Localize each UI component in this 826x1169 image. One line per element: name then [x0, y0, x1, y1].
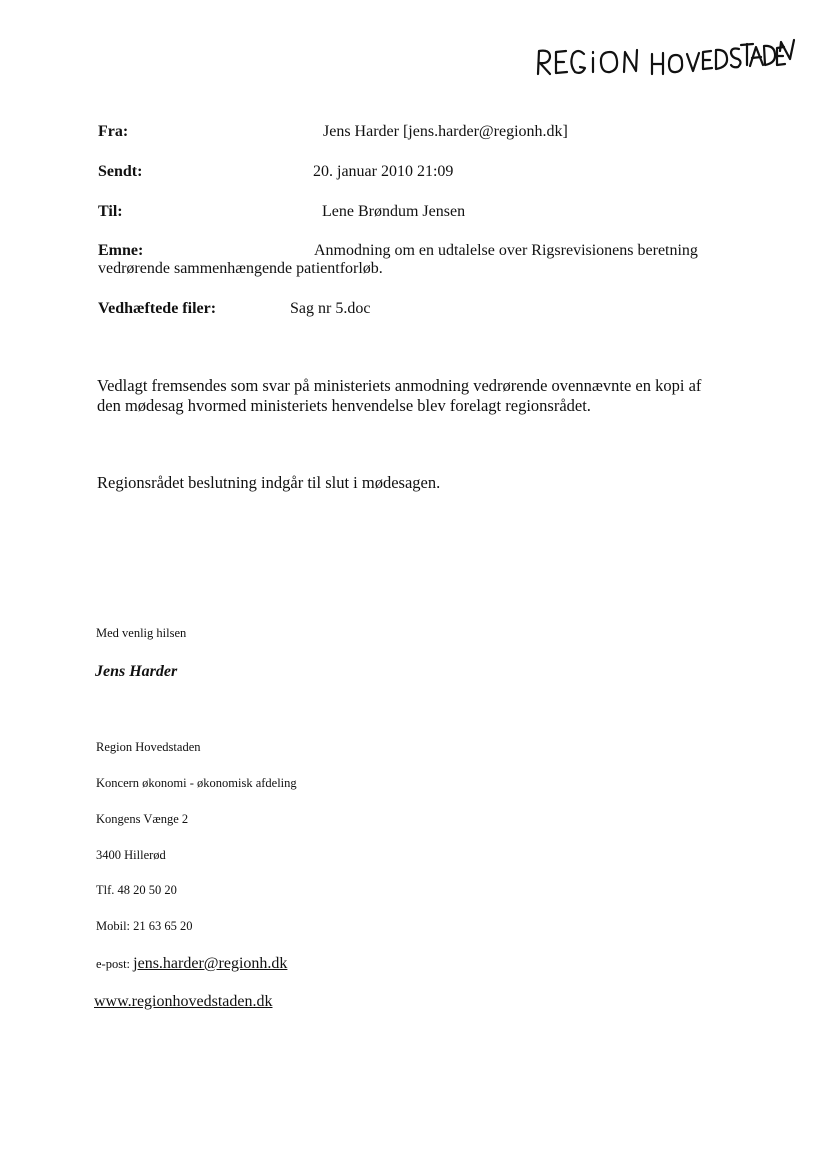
signature-street: Kongens Vænge 2: [96, 812, 189, 826]
to-label: Til:: [98, 203, 123, 220]
sent-value: 20. januar 2010 21:09: [313, 163, 454, 180]
handwritten-region-stamp: [534, 37, 796, 79]
body-paragraph-1-line-2: den mødesag hvormed ministeriets henvendelse blev forelagt regionsrådet.: [97, 396, 591, 415]
sent-label: Sendt:: [98, 163, 143, 180]
signature-mobile: Mobil: 21 63 65 20: [96, 919, 193, 933]
signature-phone: Tlf. 48 20 50 20: [96, 883, 177, 897]
subject-label: Emne:: [98, 242, 144, 259]
body-paragraph-1: [97, 376, 701, 416]
body-paragraph-1-line-1: Vedlagt fremsendes som svar på ministeriets anmodning vedrørende ovennævnte en kopi af: [97, 376, 702, 395]
from-label: Fra:: [98, 123, 129, 140]
email-prefix: e-post:: [96, 957, 131, 971]
signature-city: 3400 Hillerød: [96, 848, 166, 862]
signature-name: Jens Harder: [95, 663, 178, 680]
from-value: Jens Harder [jens.harder@regionh.dk]: [323, 123, 568, 140]
body-paragraph-2: Regionsrådet beslutning indgår til slut i mødesagen.: [97, 473, 441, 492]
to-value: Lene Brøndum Jensen: [322, 203, 466, 220]
attachments-label: Vedhæftede filer:: [98, 300, 217, 317]
email-link[interactable]: jens.harder@regionh.dk: [133, 955, 288, 972]
website-link[interactable]: www.regionhovedstaden.dk: [94, 993, 273, 1010]
signature-department: Koncern økonomi - økonomisk afdeling: [96, 776, 297, 790]
subject-value-continued: vedrørende sammenhængende patientforløb.: [98, 260, 383, 277]
subject-value: Anmodning om en udtalelse over Rigsrevisionens beretning: [314, 242, 698, 259]
signature-organization: Region Hovedstaden: [96, 740, 201, 754]
attachment-file[interactable]: Sag nr 5.doc: [290, 300, 371, 317]
signature-email-line: [96, 955, 287, 973]
signature-greeting: Med venlig hilsen: [96, 626, 187, 640]
